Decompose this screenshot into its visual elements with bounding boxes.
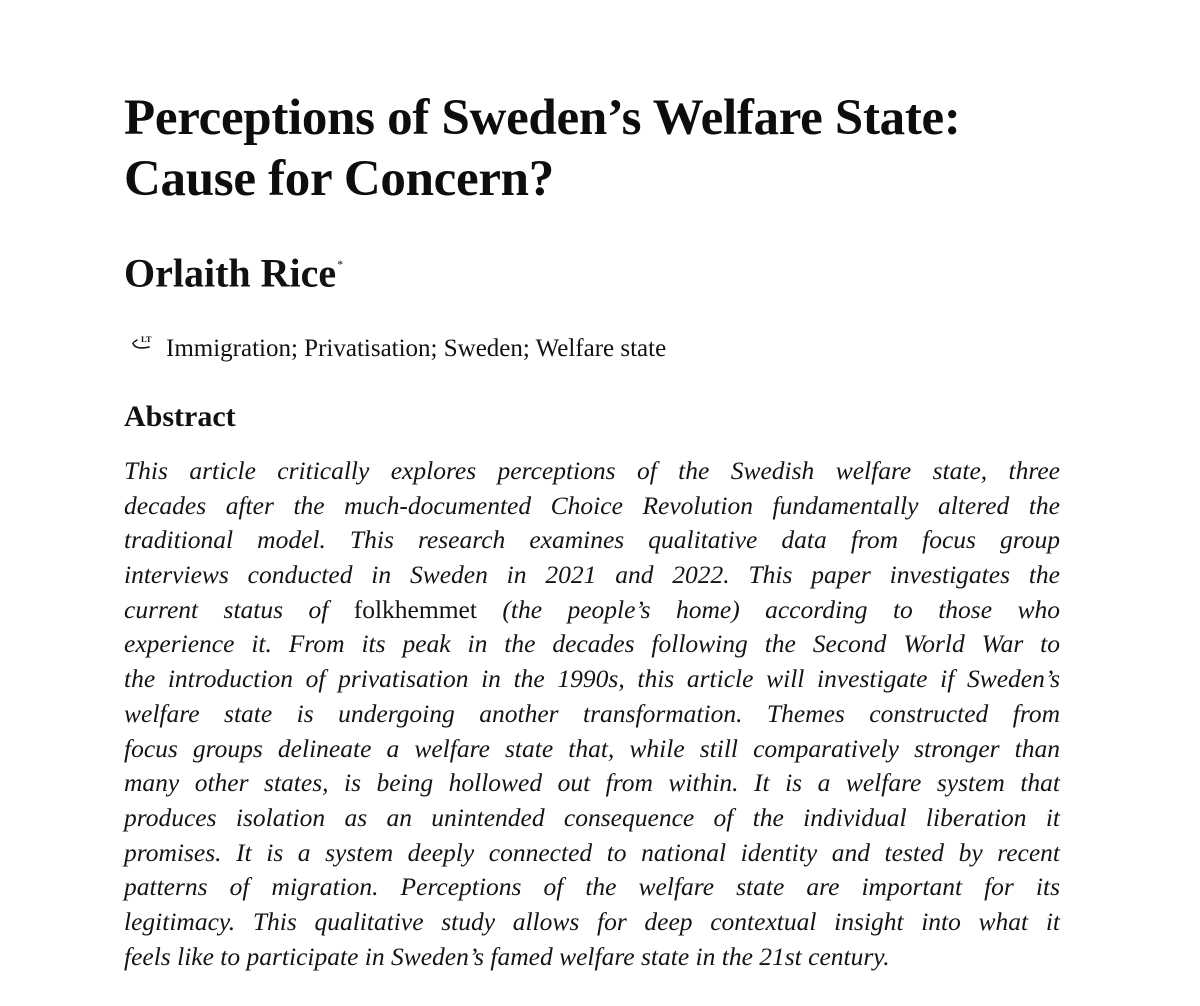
abstract-line-segment: current status of xyxy=(124,594,354,624)
abstract-line: legitimacy. This qualitative study allows for deep contextual insight into what it xyxy=(124,906,1060,936)
abstract-line: feels like to participate in Sweden’s famed welfare state in the 21st century. xyxy=(124,941,890,971)
abstract-line: experience it. From its peak in the decades following the Second World War to xyxy=(124,629,1060,659)
abstract-line: interviews conducted in Sweden in 2021 and 2022. This paper investigates the xyxy=(124,560,1060,590)
abstract-heading: Abstract xyxy=(124,400,236,433)
abstract-line: patterns of migration. Perceptions of the welfare state are important for its xyxy=(124,872,1060,902)
keywords-text: Immigration; Privatisation; Sweden; Welfare state xyxy=(166,335,667,362)
abstract-line: produces isolation as an unintended consequence of the individual liberation it xyxy=(124,802,1060,832)
abstract-line: many other states, is being hollowed out from within. It is a welfare system that xyxy=(124,768,1060,798)
folkhemmet-term: folkhemmet xyxy=(353,594,477,624)
abstract-line: the introduction of privatisation in the 1990s, this article will investigate if Sweden’s xyxy=(124,664,1060,694)
author-footnote-mark: * xyxy=(337,257,344,271)
abstract-line: welfare state is undergoing another transformation. Themes constructed from xyxy=(124,698,1060,728)
author-name-text: Orlaith Rice xyxy=(124,250,337,296)
legal-taxonomy-icon xyxy=(131,332,159,352)
abstract-line: promises. It is a system deeply connected to national identity and tested by recent xyxy=(124,837,1060,867)
article-title xyxy=(124,88,1084,210)
article-title-line-2: Cause for Concern? xyxy=(124,151,554,207)
article-title-line-1: Perceptions of Sweden’s Welfare State: xyxy=(124,90,961,146)
keywords-line xyxy=(131,332,666,365)
abstract-line-segment: (the people’s home) according to those who xyxy=(476,594,1060,624)
svg-text:LT: LT xyxy=(141,334,152,344)
abstract-line: decades after the much-documented Choice Revolution fundamentally altered the xyxy=(124,490,1060,520)
abstract-line: This article critically explores perceptions of the Swedish welfare state, three xyxy=(124,456,1060,485)
abstract-body xyxy=(124,454,1060,974)
abstract-line: traditional model. This research examines qualitative data from focus group xyxy=(124,525,1060,555)
author-name xyxy=(124,242,343,299)
article-page xyxy=(124,0,1060,1006)
abstract-line xyxy=(124,593,1060,628)
abstract-line: focus groups delineate a welfare state that, while still comparatively stronger than xyxy=(124,733,1060,763)
